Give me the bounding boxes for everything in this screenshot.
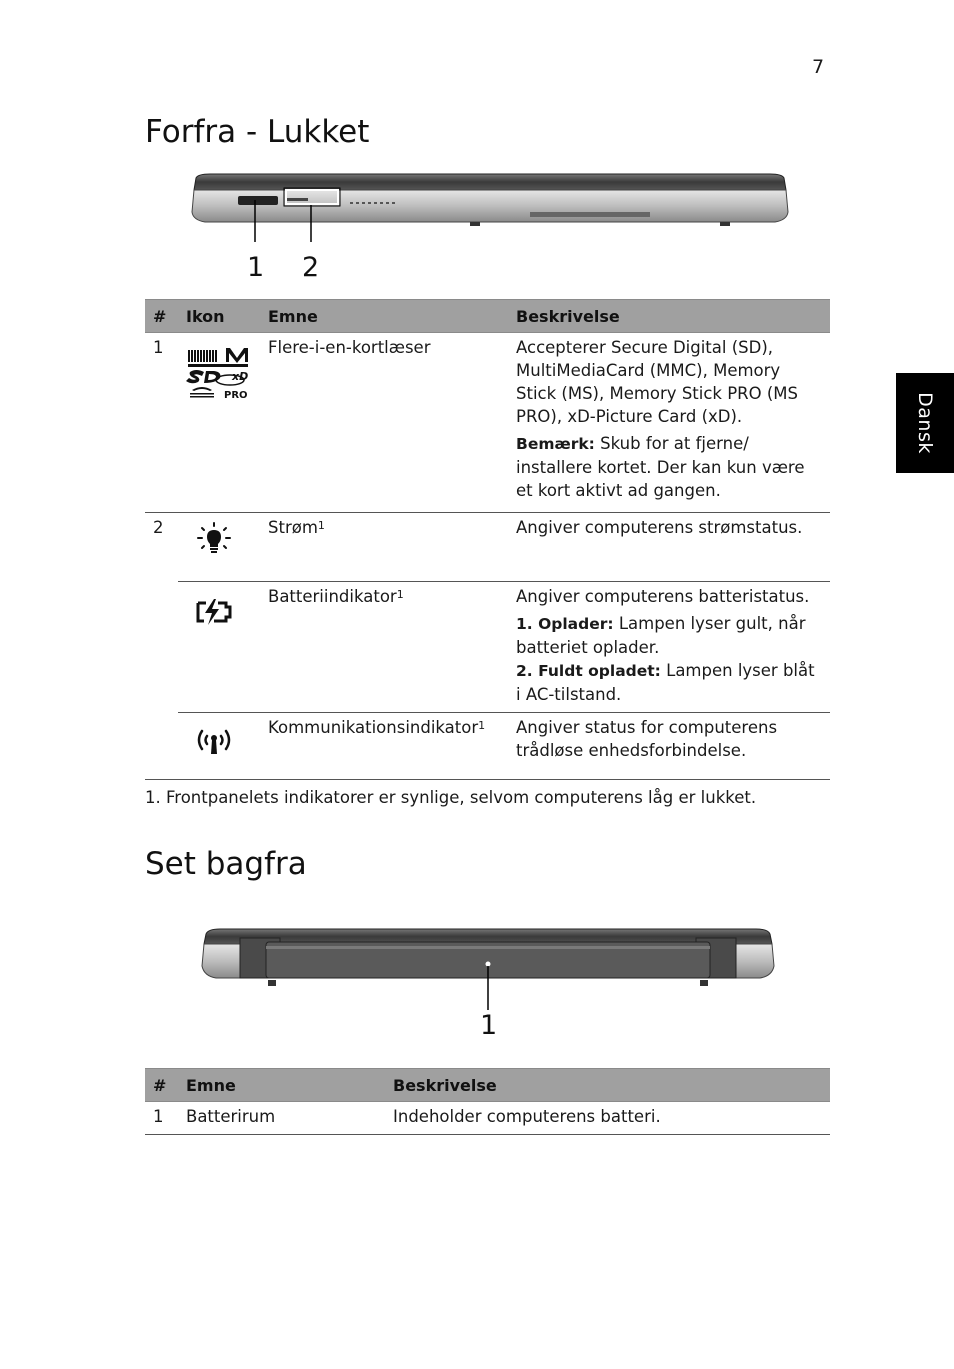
col-item: Emne xyxy=(260,300,508,333)
wireless-icon xyxy=(178,713,260,780)
row-item xyxy=(260,582,508,713)
col-desc: Beskrivelse xyxy=(385,1069,830,1102)
svg-text:PRO: PRO xyxy=(224,390,248,401)
status-1-text: Lampen lyser gult, når batteriet oplader. xyxy=(516,614,806,657)
callout-1: 1 xyxy=(247,252,265,283)
note-text: Skub for at fjerne/ installere kortet. Der kan kun være et kort aktivt ad gangen. xyxy=(516,434,805,500)
row-desc xyxy=(508,333,830,513)
row-desc-text: Accepterer Secure Digital (SD), MultiMediaCard (MMC), Memory Stick (MS), Memory Stick PRO (MS PRO), xD-Picture Card (xD). xyxy=(516,338,799,426)
rear-spec-table xyxy=(145,1068,830,1135)
footnote-ref: 1 xyxy=(396,588,404,601)
table-row xyxy=(145,513,830,582)
row-num: 1 xyxy=(145,1102,178,1135)
row-note xyxy=(516,432,822,502)
status-1-label: 1. Oplader: xyxy=(516,615,614,633)
laptop-front-illustration xyxy=(190,172,790,242)
note-label: Bemærk: xyxy=(516,435,595,453)
col-icon: Ikon xyxy=(178,300,260,333)
row-desc: Angiver computerens strømstatus. xyxy=(508,513,830,582)
table-header xyxy=(145,1069,830,1102)
row-item: Flere-i-en-kortlæser xyxy=(268,338,431,357)
status-2 xyxy=(516,659,822,706)
laptop-rear-illustration xyxy=(200,926,776,1016)
row-desc xyxy=(508,582,830,713)
svg-text:xD: xD xyxy=(232,370,249,383)
row-item xyxy=(260,513,508,582)
callout-2: 2 xyxy=(302,252,320,283)
status-2-label: 2. Fuldt opladet: xyxy=(516,662,661,680)
footnote-ref: 1 xyxy=(478,719,486,732)
col-num: # xyxy=(145,1069,178,1102)
table-header xyxy=(145,300,830,333)
card-reader-icon xyxy=(178,333,260,513)
front-spec-table xyxy=(145,299,830,780)
col-num: # xyxy=(145,300,178,333)
section-title-rear: Set bagfra xyxy=(145,846,307,882)
row-item: Batterirum xyxy=(178,1102,385,1135)
row-desc-text: Angiver computerens batteristatus. xyxy=(516,587,810,606)
status-1 xyxy=(516,612,822,659)
table-row xyxy=(145,333,830,513)
battery-icon xyxy=(178,582,260,713)
table-row xyxy=(145,1102,830,1135)
item-name: Batteriindikator xyxy=(268,587,397,606)
row-item xyxy=(260,713,508,780)
table-row xyxy=(145,713,830,780)
page-number: 7 xyxy=(812,56,825,78)
callout-rear-1: 1 xyxy=(480,1010,498,1041)
row-num: 1 xyxy=(153,338,164,357)
footnote-ref: 1 xyxy=(317,519,325,532)
language-tab-label: Dansk xyxy=(914,392,936,454)
col-item: Emne xyxy=(178,1069,385,1102)
footnote: 1. Frontpanelets indikatorer er synlige, selvom computerens låg er lukket. xyxy=(145,788,757,807)
language-tab xyxy=(896,373,954,473)
status-2-text: Lampen lyser blåt i AC-tilstand. xyxy=(516,661,815,704)
row-num: 2 xyxy=(145,513,178,780)
item-name: Kommunikationsindikator xyxy=(268,718,479,737)
power-light-icon xyxy=(178,513,260,582)
section-title-front: Forfra - Lukket xyxy=(145,114,370,150)
table-row xyxy=(145,582,830,713)
row-desc: Indeholder computerens batteri. xyxy=(385,1102,830,1135)
item-name: Strøm xyxy=(268,518,318,537)
row-desc: Angiver status for computerens trådløse enhedsforbindelse. xyxy=(508,713,830,780)
col-desc: Beskrivelse xyxy=(508,300,830,333)
